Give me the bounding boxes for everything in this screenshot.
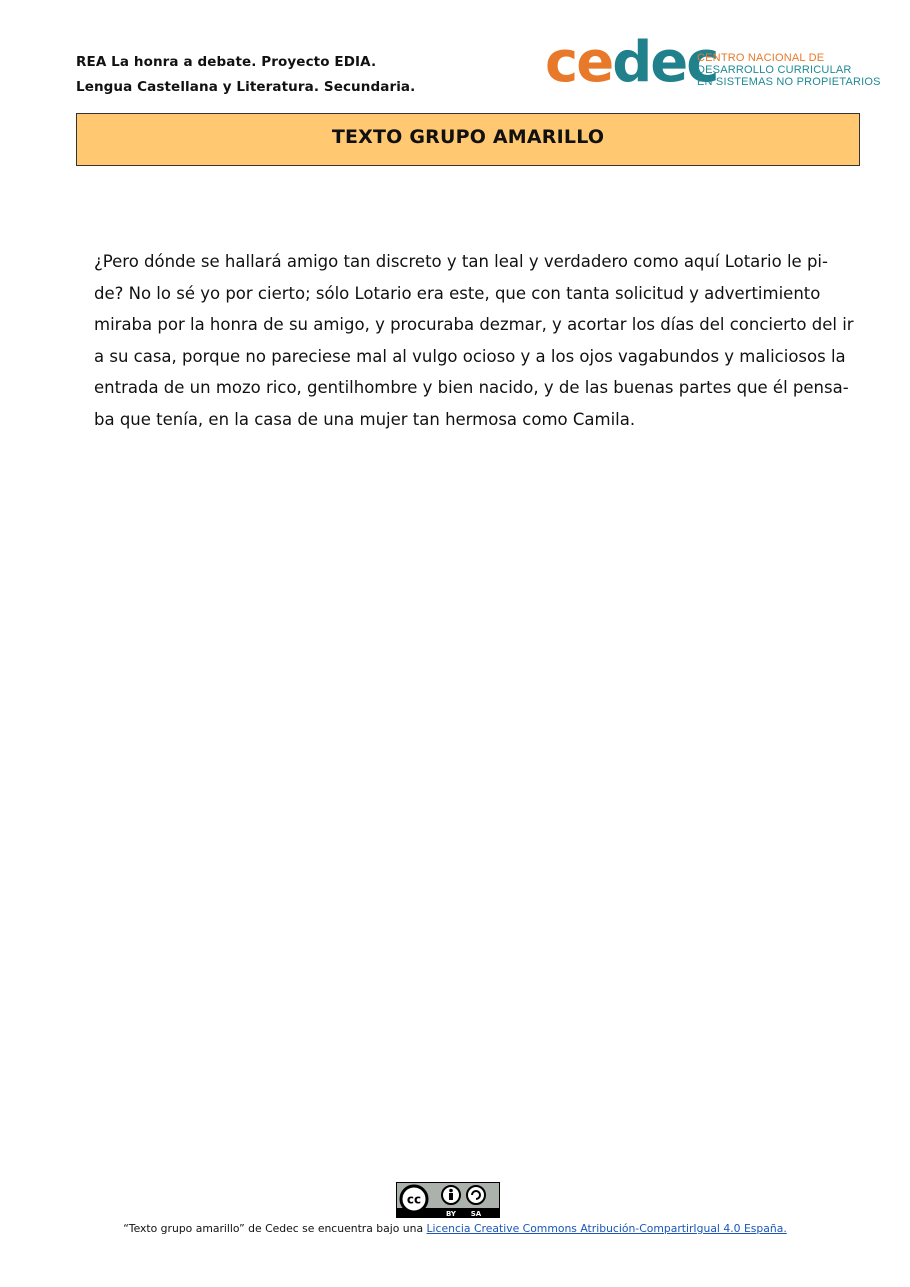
body-line: miraba por la honra de su amigo, y procuraba dezmar, y acortar los días del concierto del ir (94, 315, 854, 335)
logo-sub-line1: CENTRO NACIONAL DE (697, 52, 825, 64)
license-footer (0, 1222, 910, 1235)
body-paragraph (94, 246, 854, 436)
license-link[interactable]: Licencia Creative Commons Atribución-CompartirIgual 4.0 España. (426, 1222, 787, 1235)
body-line: de? No lo sé yo por cierto; sólo Lotario era este, que con tanta solicitud y advertimiento (94, 283, 821, 303)
logo-wordmark-part2: dec (612, 30, 718, 95)
header-subject-line: Lengua Castellana y Literatura. Secundaria. (76, 79, 416, 95)
logo-subtitle (697, 52, 881, 88)
cedec-logo (545, 30, 881, 95)
page-title: TEXTO GRUPO AMARILLO (331, 126, 605, 148)
body-line: entrada de un mozo rico, gentilhombre y bien nacido, y de las buenas partes que él pensa- (94, 378, 849, 398)
body-line: a su casa, porque no pareciese mal al vulgo ocioso y a los ojos vagabundos y maliciosos la (94, 346, 846, 366)
logo-sub-line3: EN SISTEMAS NO PROPIETARIOS (697, 76, 881, 88)
cc-sa-label: SA (470, 1210, 482, 1218)
license-text: “Texto grupo amarillo” de Cedec se encuentra bajo una (123, 1222, 427, 1235)
title-banner (76, 113, 860, 166)
document-header (76, 50, 415, 100)
logo-wordmark-part1: ce (545, 30, 613, 95)
logo-sub-line2: DESARROLLO CURRICULAR (697, 64, 852, 76)
header-project-line: REA La honra a debate. Proyecto EDIA. (76, 54, 377, 70)
logo-wordmark (545, 28, 717, 98)
cc-by-label: BY (445, 1210, 457, 1218)
svg-text:cc: cc (406, 1192, 422, 1207)
body-line: ba que tenía, en la casa de una mujer tan hermosa como Camila. (94, 409, 636, 429)
body-line: ¿Pero dónde se hallará amigo tan discreto y tan leal y verdadero como aquí Lotario le pi- (94, 252, 828, 271)
cc-by-sa-icon[interactable] (396, 1182, 500, 1218)
